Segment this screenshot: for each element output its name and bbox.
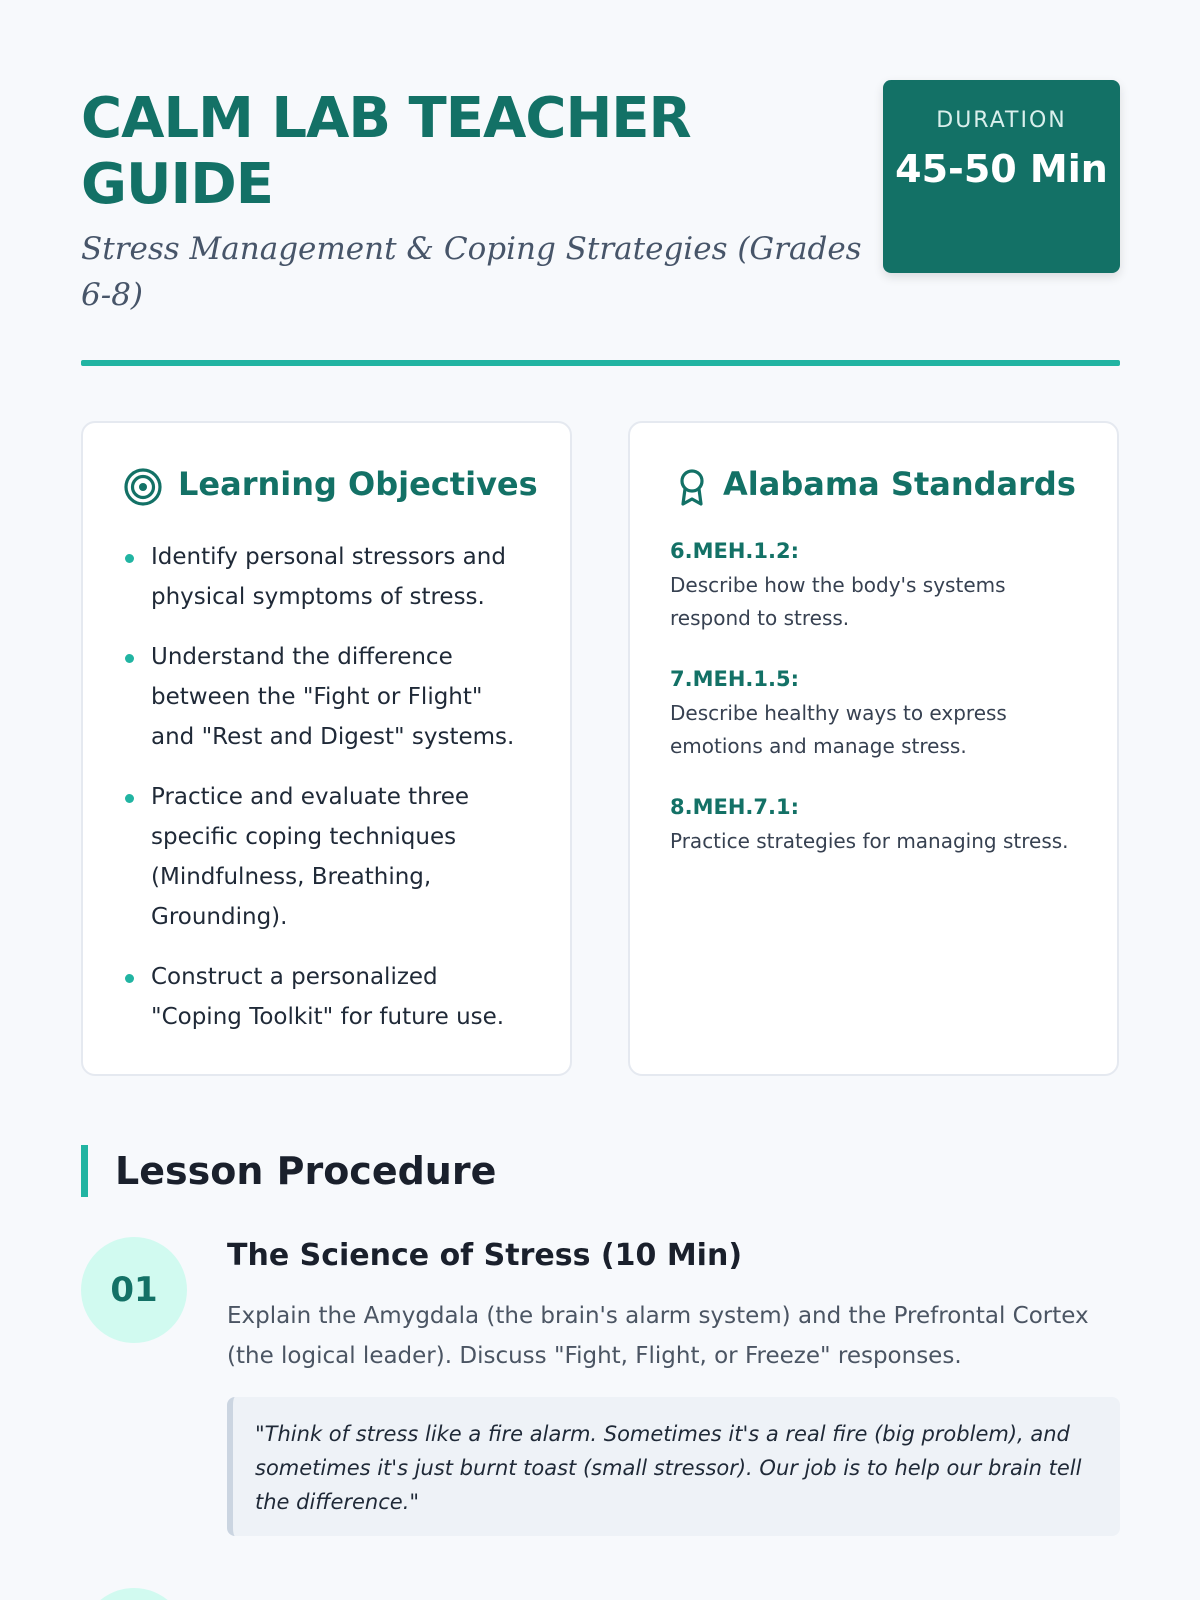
next-step-number-badge xyxy=(81,1588,187,1600)
duration-badge xyxy=(883,80,1120,273)
header xyxy=(81,80,1120,320)
objectives-list xyxy=(123,537,533,1057)
standard-code: 6.MEH.1.2: xyxy=(670,539,799,563)
standards-list xyxy=(670,537,1070,888)
lesson-procedure-title: Lesson Procedure xyxy=(115,1149,497,1193)
bullet-icon xyxy=(125,554,134,563)
standard-code: 8.MEH.7.1: xyxy=(670,795,799,819)
alabama-standards-title: Alabama Standards xyxy=(723,465,1076,503)
list-item xyxy=(123,957,533,1037)
page-title: CALM LAB TEACHER GUIDE xyxy=(81,86,691,217)
teacher-guide-page xyxy=(81,0,1120,1600)
list-item xyxy=(123,777,533,937)
page-subtitle: Stress Management & Coping Strategies (Grades 6-8) xyxy=(81,231,862,313)
standard-description: Describe how the body's systems respond to stress. xyxy=(670,573,1006,630)
alabama-standards-card xyxy=(628,421,1119,1076)
award-icon xyxy=(672,467,712,507)
duration-label: DURATION xyxy=(936,108,1067,133)
standard-code: 7.MEH.1.5: xyxy=(670,667,799,691)
list-item xyxy=(123,537,533,617)
learning-objectives-title: Learning Objectives xyxy=(178,465,538,503)
objective-text: Identify personal stressors and physical symptoms of stress. xyxy=(151,544,506,610)
objective-text: Construct a personalized "Coping Toolkit" for future use. xyxy=(151,964,505,1030)
step-title: The Science of Stress (10 Min) xyxy=(227,1238,743,1273)
list-item xyxy=(670,537,1070,635)
learning-objectives-card xyxy=(81,421,572,1076)
step-quote: "Think of stress like a fire alarm. Sometimes it's a real fire (big problem), and sometimes it's just burnt toast (small stressor). Our job is to help our brain tell the difference." xyxy=(227,1397,1120,1536)
objective-text: Understand the difference between the "Fight or Flight" and "Rest and Digest" systems. xyxy=(151,644,515,750)
list-item xyxy=(123,637,533,757)
list-item xyxy=(670,793,1070,858)
standard-description: Describe healthy ways to express emotions and manage stress. xyxy=(670,701,1007,758)
duration-value: 45-50 Min xyxy=(895,147,1108,191)
step-description: Explain the Amygdala (the brain's alarm system) and the Prefrontal Cortex (the logical leader). Discuss "Fight, Flight, or Freeze" responses. xyxy=(227,1303,1089,1369)
header-divider xyxy=(81,360,1120,366)
section-accent-bar xyxy=(81,1145,88,1197)
bullet-icon xyxy=(125,974,134,983)
bullet-icon xyxy=(125,794,134,803)
list-item xyxy=(670,665,1070,763)
step-number-badge: 01 xyxy=(81,1237,187,1343)
target-icon xyxy=(123,467,163,507)
bullet-icon xyxy=(125,654,134,663)
standard-description: Practice strategies for managing stress. xyxy=(670,829,1069,853)
objective-text: Practice and evaluate three specific coping techniques (Mindfulness, Breathing, Grounding). xyxy=(151,784,470,930)
